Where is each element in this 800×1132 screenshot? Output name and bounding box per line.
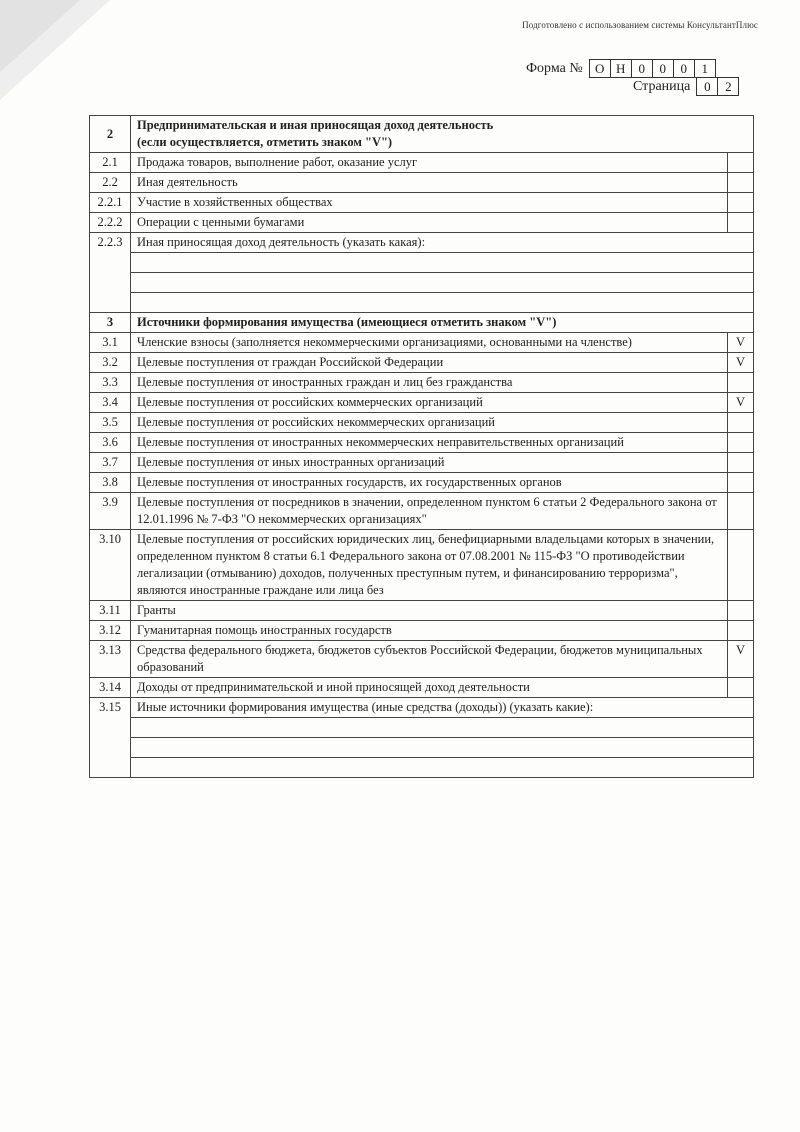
table-row <box>90 333 754 353</box>
row-number: 3.9 <box>90 493 131 530</box>
form-number-cell: 0 <box>652 59 674 78</box>
row-mark-box[interactable] <box>728 173 754 193</box>
table-row <box>90 473 754 493</box>
row-number: 3.6 <box>90 433 131 453</box>
table-row <box>90 213 754 233</box>
row-number: 3.11 <box>90 601 131 621</box>
row-text: Гуманитарная помощь иностранных государств <box>131 621 728 641</box>
row-mark-box[interactable] <box>728 601 754 621</box>
blank-line[interactable] <box>131 718 754 738</box>
row-mark-box[interactable] <box>728 530 754 601</box>
row-number: 3.13 <box>90 641 131 678</box>
blank-line-row <box>90 738 754 758</box>
table-row <box>90 530 754 601</box>
row-text: Иная деятельность <box>131 173 728 193</box>
row-mark-box[interactable]: V <box>728 641 754 678</box>
table-row <box>90 453 754 473</box>
row-text: Операции с ценными бумагами <box>131 213 728 233</box>
form-number-label: Форма № <box>526 60 583 76</box>
row-text: Целевые поступления от российских юридических лиц, бенефициарными владельцами которых в значении, определенном пунктом 8 статьи 6.1 Федерального закона от 07.08.2001 № 115-ФЗ "О противодействии легализации (отмыванию) доходов, полученных преступным путем, и финансированию терроризма", являются иностранные граждане или лица без <box>131 530 728 601</box>
form-number-cell: О <box>589 59 611 78</box>
row-text: Целевые поступления от посредников в значении, определенном пунктом 6 статьи 2 Федерального закона от 12.01.1996 № 7-ФЗ "О некоммерческих организациях" <box>131 493 728 530</box>
section-title-line: Предпринимательская и иная приносящая доход деятельность <box>137 118 494 132</box>
row-number: 2.2.1 <box>90 193 131 213</box>
form-number <box>526 59 716 78</box>
blank-line[interactable] <box>131 738 754 758</box>
row-text: Членские взносы (заполняется некоммерческими организациями, основанными на членстве) <box>131 333 728 353</box>
table-row <box>90 698 754 718</box>
page-number-label: Страница <box>633 78 691 94</box>
row-number: 2.2.3 <box>90 233 131 313</box>
row-number: 3.10 <box>90 530 131 601</box>
section-number: 2 <box>90 116 131 153</box>
page-number-cells <box>696 77 739 96</box>
row-mark-box[interactable]: V <box>728 393 754 413</box>
table-row <box>90 621 754 641</box>
form-number-cell: 1 <box>694 59 716 78</box>
page-number <box>633 77 739 96</box>
row-number: 3.15 <box>90 698 131 778</box>
row-mark-box[interactable] <box>728 153 754 173</box>
row-number: 3.2 <box>90 353 131 373</box>
blank-line[interactable] <box>131 273 754 293</box>
form-table <box>89 115 754 778</box>
table-row <box>90 193 754 213</box>
row-mark-box[interactable] <box>728 433 754 453</box>
row-text: Иная приносящая доход деятельность (указать какая): <box>131 233 754 253</box>
row-number: 3.8 <box>90 473 131 493</box>
row-number: 3.4 <box>90 393 131 413</box>
row-text: Иные источники формирования имущества (иные средства (доходы)) (указать какие): <box>131 698 754 718</box>
row-text: Участие в хозяйственных обществах <box>131 193 728 213</box>
form-number-cell: Н <box>610 59 632 78</box>
table-row <box>90 353 754 373</box>
blank-line-row <box>90 273 754 293</box>
table-row <box>90 413 754 433</box>
row-mark-box[interactable] <box>728 373 754 393</box>
row-mark-box[interactable] <box>728 413 754 433</box>
section-title <box>131 116 754 153</box>
prepared-note: Подготовлено с использованием системы КонсультантПлюс <box>522 20 758 30</box>
section-header-row <box>90 313 754 333</box>
row-mark-box[interactable] <box>728 621 754 641</box>
form-number-cells <box>589 59 716 78</box>
row-mark-box[interactable]: V <box>728 353 754 373</box>
table-row <box>90 433 754 453</box>
form-number-cell: 0 <box>673 59 695 78</box>
row-number: 3.12 <box>90 621 131 641</box>
blank-line-row <box>90 718 754 738</box>
table-row <box>90 601 754 621</box>
table-row <box>90 153 754 173</box>
page-corner-fold-inner <box>0 0 80 72</box>
table-row <box>90 678 754 698</box>
section3-other <box>90 698 754 778</box>
form-number-cell: 0 <box>631 59 653 78</box>
table-row <box>90 393 754 413</box>
row-mark-box[interactable] <box>728 193 754 213</box>
row-mark-box[interactable] <box>728 453 754 473</box>
page-number-cell: 0 <box>696 77 718 96</box>
table-row <box>90 173 754 193</box>
row-number: 3.1 <box>90 333 131 353</box>
row-number: 3.5 <box>90 413 131 433</box>
row-number: 3.14 <box>90 678 131 698</box>
row-text: Продажа товаров, выполнение работ, оказание услуг <box>131 153 728 173</box>
row-text: Средства федерального бюджета, бюджетов субъектов Российской Федерации, бюджетов муниципальных образований <box>131 641 728 678</box>
row-text: Целевые поступления от иностранных некоммерческих неправительственных организаций <box>131 433 728 453</box>
table-row <box>90 233 754 253</box>
blank-line-row <box>90 293 754 313</box>
row-number: 2.1 <box>90 153 131 173</box>
row-number: 3.7 <box>90 453 131 473</box>
row-text: Целевые поступления от иностранных граждан и лиц без гражданства <box>131 373 728 393</box>
section-number: 3 <box>90 313 131 333</box>
row-mark-box[interactable] <box>728 678 754 698</box>
row-mark-box[interactable]: V <box>728 333 754 353</box>
blank-line-row <box>90 758 754 778</box>
row-text: Целевые поступления от российских коммерческих организаций <box>131 393 728 413</box>
blank-line-row <box>90 253 754 273</box>
page-number-cell: 2 <box>717 77 739 96</box>
row-number: 2.2.2 <box>90 213 131 233</box>
blank-line[interactable] <box>131 293 754 313</box>
row-mark-box[interactable] <box>728 473 754 493</box>
row-number: 3.3 <box>90 373 131 393</box>
table-row <box>90 373 754 393</box>
table-row <box>90 641 754 678</box>
section-title: Источники формирования имущества (имеющиеся отметить знаком "V") <box>131 313 754 333</box>
section-title-line: (если осуществляется, отметить знаком "V") <box>137 135 393 149</box>
row-text: Целевые поступления от иностранных государств, их государственных органов <box>131 473 728 493</box>
row-text: Целевые поступления от российских некоммерческих организаций <box>131 413 728 433</box>
blank-line[interactable] <box>131 758 754 778</box>
row-text: Доходы от предпринимательской и иной приносящей доход деятельности <box>131 678 728 698</box>
section3-rows <box>90 333 754 698</box>
section-header-row <box>90 116 754 153</box>
row-mark-box[interactable] <box>728 493 754 530</box>
row-text: Целевые поступления от граждан Российской Федерации <box>131 353 728 373</box>
row-mark-box[interactable] <box>728 213 754 233</box>
row-number: 2.2 <box>90 173 131 193</box>
table-row <box>90 493 754 530</box>
blank-line[interactable] <box>131 253 754 273</box>
row-text: Гранты <box>131 601 728 621</box>
row-text: Целевые поступления от иных иностранных организаций <box>131 453 728 473</box>
